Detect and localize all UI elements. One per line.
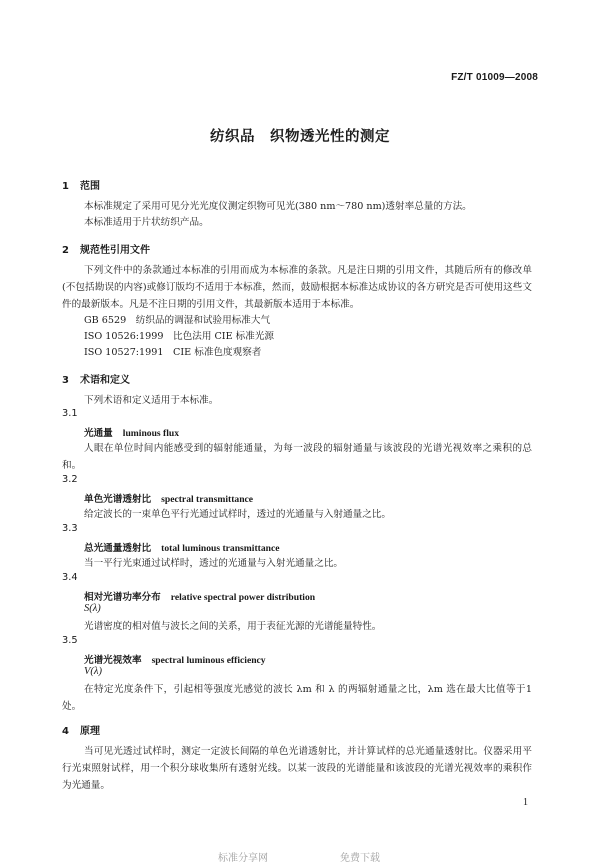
term-symbol: S(λ)	[84, 603, 101, 614]
section-3-heading	[62, 371, 130, 386]
term-heading	[84, 589, 315, 603]
term-en: relative spectral power distribution	[170, 592, 316, 603]
clause-number: 3.3	[62, 523, 78, 534]
term-en: spectral transmittance	[161, 494, 254, 505]
term-definition: 人眼在单位时间内能感受到的辐射能通量，为每一波段的辐射通量与该波段的光谱光视效率之乘积的总和。	[62, 443, 532, 471]
term-cn: 光谱光视效率	[84, 655, 142, 666]
term-cn: 总光通量透射比	[84, 543, 152, 554]
section-number: 3	[62, 375, 69, 386]
term-heading	[84, 652, 266, 666]
term-definition: 给定波长的一束单色平行光通过试样时，透过的光通量与入射通量之比。	[84, 509, 391, 520]
document-title: 纺织品 织物透光性的测定	[210, 129, 390, 145]
footer-download-link[interactable]: 免费下载	[340, 853, 380, 864]
clause-number: 3.4	[62, 572, 78, 583]
term-heading	[84, 540, 279, 554]
term-en: total luminous transmittance	[161, 543, 280, 554]
paragraph: 下列术语和定义适用于本标准。	[84, 395, 219, 406]
section-title: 范围	[80, 181, 100, 192]
term-definition: 光谱密度的相对值与波长之间的关系，用于表征光源的光谱能量特性。	[84, 621, 382, 632]
paragraph: 下列文件中的条款通过本标准的引用而成为本标准的条款。凡是注日期的引用文件，其随后所有的修改单(不包括勘误的内容)或修订版均不适用于本标准，然而，鼓励根据本标准达成协议的各方研究是否可使用这些文件的最新版本。凡是不注日期的引用文件，其最新版本适用于本标准。	[62, 265, 532, 310]
term-heading	[84, 425, 179, 439]
section-number: 2	[62, 245, 69, 256]
paragraph: 本标准规定了采用可见分光光度仪测定织物可见光(380 nm～780 nm)透射率总量的方法。	[84, 201, 472, 212]
paragraph: 当可见光透过试样时，测定一定波长间隔的单色光谱透射比，并计算试样的总光通量透射比。仪器采用平行光束照射试样，用一个积分球收集所有透射光线。以某一波段的光谱能量和该波段的光谱光视效率的乘积作为光通量。	[62, 746, 532, 791]
section-number: 4	[62, 726, 69, 737]
footer-site-link[interactable]: 标准分享网	[218, 853, 268, 864]
clause-number: 3.1	[62, 408, 78, 419]
reference-item: ISO 10527:1991 CIE 标准色度观察者	[84, 347, 262, 358]
page-number: 1	[523, 797, 528, 808]
reference-item: ISO 10526:1999 比色法用 CIE 标准光源	[84, 331, 275, 342]
term-en: luminous flux	[122, 428, 180, 439]
section-number: 1	[62, 181, 69, 192]
section-title: 原理	[80, 726, 100, 737]
standard-code: FZ/T 01009—2008	[451, 72, 538, 83]
section-1-heading	[62, 177, 100, 192]
reference-item: GB 6529 纺织品的调湿和试验用标准大气	[84, 315, 271, 326]
paragraph: 本标准适用于片状纺织产品。	[84, 217, 209, 228]
section-4-heading	[62, 722, 100, 737]
term-cn: 相对光谱功率分布	[84, 592, 161, 603]
section-2-heading	[62, 241, 150, 256]
clause-number: 3.2	[62, 474, 78, 485]
section-title: 规范性引用文件	[80, 245, 150, 256]
clause-number: 3.5	[62, 635, 78, 646]
term-definition: 当一平行光束通过试样时，透过的光通量与入射光通量之比。	[84, 558, 344, 569]
term-heading	[84, 491, 253, 505]
section-title: 术语和定义	[80, 375, 130, 386]
term-en: spectral luminous efficiency	[151, 655, 266, 666]
term-symbol: V(λ)	[84, 666, 102, 677]
term-cn: 单色光谱透射比	[84, 494, 152, 505]
term-definition: 在特定光度条件下，引起相等强度光感觉的波长 λm 和 λ 的两辐射通量之比，λm 选在最大比值等于1处。	[62, 684, 532, 712]
term-cn: 光通量	[84, 428, 113, 439]
